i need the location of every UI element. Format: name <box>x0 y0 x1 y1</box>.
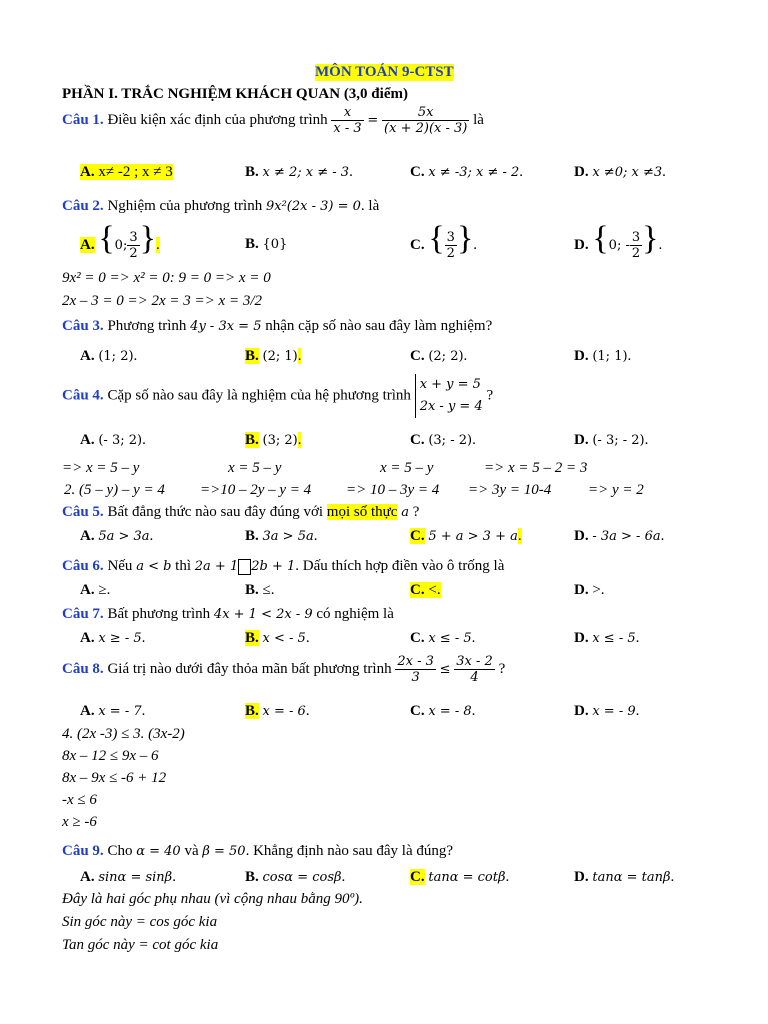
q7-option-c: C. x ≤ - 5. <box>410 630 476 646</box>
q4-work-r1c3: x = 5 – y <box>380 460 434 476</box>
q6-option-c: C. <. <box>410 582 441 598</box>
q2-option-a: A. {0; $\frac{3}{2}$ }. <box>80 220 160 262</box>
q1-option-d: D. x ≠0; x ≠3. <box>574 164 666 180</box>
question-9: Câu 9. Cho α = 40 và β = 50. Khẳng định nào sau đây là đúng? <box>62 843 454 859</box>
q8-work-line-1: 4. (2x -3) ≤ 3. (3x-2) <box>62 726 185 742</box>
q6-option-a: A. ≥. <box>80 582 111 598</box>
question-1: Câu 1. Điều kiện xác định của phương trình $\frac{x}{x - 3}$ = $\frac{5x}{(x + 2)(x - 3)}$ là <box>62 105 484 136</box>
q4-option-b: B. (3; 2). <box>245 432 302 448</box>
q4-work-r1c1: => x = 5 – y <box>62 460 140 476</box>
q6-option-b: B. ≤. <box>245 582 275 598</box>
question-7: Câu 7. Bất phương trình 4x + 1 < 2x - 9 có nghiệm là <box>62 606 394 622</box>
q1-option-b: B. x ≠ 2; x ≠ - 3. <box>245 164 353 180</box>
q4-work-r2c3: => 10 – 3y = 4 <box>346 482 440 498</box>
q5-option-c: C. 5 + a > 3 + a. <box>410 528 522 544</box>
q1-option-c: C. x ≠ -3; x ≠ - 2. <box>410 164 524 180</box>
q7-option-b: B. x < - 5. <box>245 630 310 646</box>
subject-title: MÔN TOÁN 9-CTST <box>315 64 454 80</box>
q5-option-a: A. 5a > 3a. <box>80 528 154 544</box>
q9-work-line-2: Sin góc này = cos góc kia <box>62 914 218 930</box>
q9-option-d: D. tanα = tanβ. <box>574 869 675 885</box>
q4-option-a: A. (- 3; 2). <box>80 432 146 448</box>
q2-work-line-1: 9x² = 0 => x² = 0: 9 = 0 => x = 0 <box>62 270 271 286</box>
part-title: PHẦN I. TRẮC NGHIỆM KHÁCH QUAN (3,0 điểm) <box>62 86 408 102</box>
q8-work-line-3: 8x – 9x ≤ -6 + 12 <box>62 770 167 786</box>
q4-work-r2c1: 2. (5 – y) – y = 4 <box>64 482 165 498</box>
q9-option-c: C. tanα = cotβ. <box>410 869 510 885</box>
q8-work-line-5: x ≥ -6 <box>62 814 97 830</box>
q8-option-a: A. x = - 7. <box>80 703 146 719</box>
q2-work-line-2: 2x – 3 = 0 => 2x = 3 => x = 3/2 <box>62 293 262 309</box>
q5-option-d: D. - 3a > - 6a. <box>574 528 665 544</box>
q7-option-d: D. x ≤ - 5. <box>574 630 640 646</box>
q3-option-d: D. (1; 1). <box>574 348 632 364</box>
q4-work-r2c5: => y = 2 <box>588 482 644 498</box>
question-4: Câu 4. Cặp số nào sau đây là nghiệm của hệ phương trình x + y = 5 2x - y = 4 ? <box>62 374 493 418</box>
q2-option-d: D. {0; - $\frac{3}{2}$ }. <box>574 220 663 262</box>
q4-work-r2c2: =>10 – 2y – y = 4 <box>200 482 312 498</box>
q9-work-line-1: Đây là hai góc phụ nhau (vì cộng nhau bằng 90º). <box>62 891 363 907</box>
q8-option-d: D. x = - 9. <box>574 703 640 719</box>
q7-option-a: A. x ≥ - 5. <box>80 630 146 646</box>
question-3: Câu 3. Phương trình 4y - 3x = 5 nhận cặp số nào sau đây làm nghiệm? <box>62 318 493 334</box>
q8-work-line-4: -x ≤ 6 <box>62 792 97 808</box>
question-5: Câu 5. Bất đẳng thức nào sau đây đúng với mọi số thực a ? <box>62 504 420 520</box>
q4-work-r1c2: x = 5 – y <box>228 460 282 476</box>
q3-option-a: A. (1; 2). <box>80 348 138 364</box>
q3-option-c: C. (2; 2). <box>410 348 468 364</box>
q2-option-c: C. { $\frac{3}{2}$ }. <box>410 220 478 262</box>
q8-work-line-2: 8x – 12 ≤ 9x – 6 <box>62 748 159 764</box>
q5-option-b: B. 3a > 5a. <box>245 528 318 544</box>
q9-option-b: B. cosα = cosβ. <box>245 869 346 885</box>
q4-option-d: D. (- 3; - 2). <box>574 432 649 448</box>
question-2: Câu 2. Nghiệm của phương trình 9x²(2x - 3) = 0. là <box>62 198 380 214</box>
q4-work-r1c4: => x = 5 – 2 = 3 <box>484 460 588 476</box>
q8-option-c: C. x = - 8. <box>410 703 476 719</box>
blank-box <box>238 559 251 575</box>
q1-option-a: A. x≠ -2 ; x ≠ 3 <box>80 164 173 180</box>
q3-option-b: B. (2; 1). <box>245 348 302 364</box>
q6-option-d: D. >. <box>574 582 605 598</box>
q4-work-r2c4: => 3y = 10-4 <box>468 482 552 498</box>
question-6: Câu 6. Nếu a < b thì 2a + 1 2b + 1. Dấu thích hợp điền vào ô trống là <box>62 558 505 574</box>
q9-option-a: A. sinα = sinβ. <box>80 869 176 885</box>
q8-option-b: B. x = - 6. <box>245 703 310 719</box>
question-8: Câu 8. Giá trị nào dưới đây thỏa mãn bất phương trình $\frac{2x - 3}{3}$ ≤ $\frac{3x - 2}{4}$ ? <box>62 654 506 685</box>
q9-work-line-3: Tan góc này = cot góc kia <box>62 937 219 953</box>
q4-option-c: C. (3; - 2). <box>410 432 476 448</box>
q2-option-b: B. {0} <box>245 236 288 252</box>
